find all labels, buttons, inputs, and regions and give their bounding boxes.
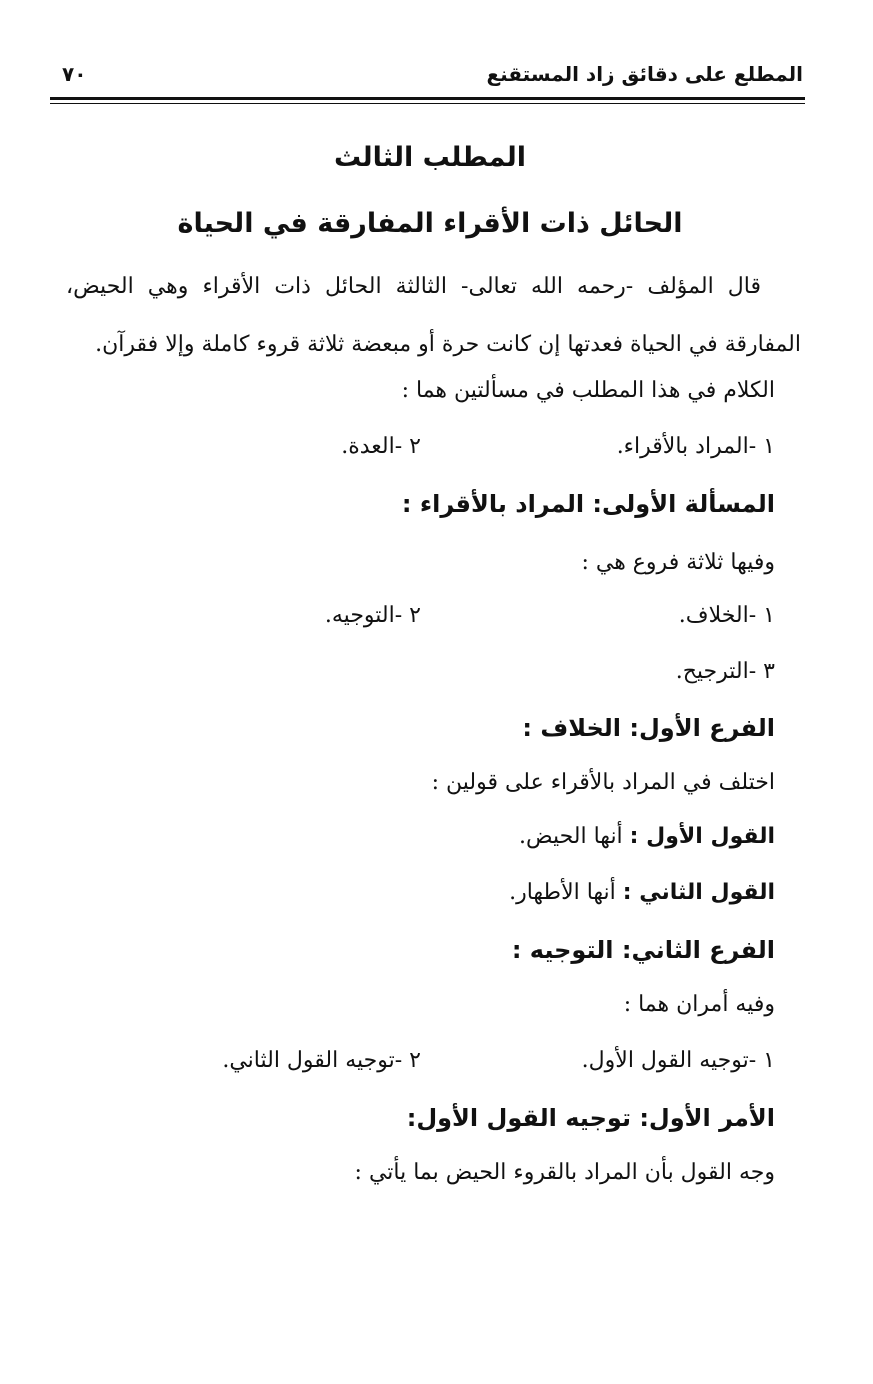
page-header [50, 58, 803, 98]
page-number: ٧٠ [62, 62, 87, 86]
opinion-1-text: أنها الحيض. [519, 824, 630, 849]
branch-list-item-3: ٣ -الترجيح. [675, 659, 775, 684]
branch-list-item-2: ٢ -التوجيه. [324, 603, 421, 628]
issue-list-item-1: ١ -المراد بالأقراء. [616, 434, 775, 459]
matter-list-item-2: ٢ -توجيه القول الثاني. [222, 1048, 421, 1073]
opinion-2-label: القول الثاني : [622, 880, 775, 905]
branch-list-item-1: ١ -الخلاف. [678, 603, 775, 628]
intro-paragraph-text: قال المؤلف -رحمه الله تعالى- الثالثة الحائل ذات الأقراء وهي الحيض، المفارقة في الحياة فعدتها إن كانت حرة أو مبعضة ثلاثة قروء كاملة وإلا فقرآن. [66, 274, 801, 357]
header-rule-thick [50, 97, 805, 100]
branch2-intro: وفيه أمران هما : [623, 992, 775, 1017]
opinion-2 [509, 880, 775, 905]
section-title: المطلب الثالث [333, 142, 527, 173]
matter1-heading: الأمر الأول: توجيه القول الأول: [406, 1104, 775, 1132]
intro-paragraph [66, 258, 801, 374]
branch1-intro: اختلف في المراد بالأقراء على قولين : [431, 770, 775, 795]
issue1-heading: المسألة الأولى: المراد بالأقراء : [401, 490, 775, 518]
header-rule-thin [50, 103, 805, 104]
opinion-1 [519, 824, 775, 849]
opinion-1-label: القول الأول : [629, 824, 775, 849]
branch1-heading: الفرع الأول: الخلاف : [522, 714, 775, 742]
matter-list-item-1: ١ -توجيه القول الأول. [581, 1048, 775, 1073]
running-header-title: المطلع على دقائق زاد المستقنع [486, 62, 803, 86]
discussion-intro: الكلام في هذا المطلب في مسألتين هما : [401, 378, 775, 403]
opinion-2-text: أنها الأطهار. [509, 880, 623, 905]
issue1-intro: وفيها ثلاثة فروع هي : [581, 550, 775, 575]
issue-list-item-2: ٢ -العدة. [341, 434, 421, 459]
section-subtitle: الحائل ذات الأقراء المفارقة في الحياة [177, 208, 683, 239]
branch2-heading: الفرع الثاني: التوجيه : [511, 936, 775, 964]
matter1-text: وجه القول بأن المراد بالقروء الحيض بما يأتي : [354, 1160, 775, 1185]
